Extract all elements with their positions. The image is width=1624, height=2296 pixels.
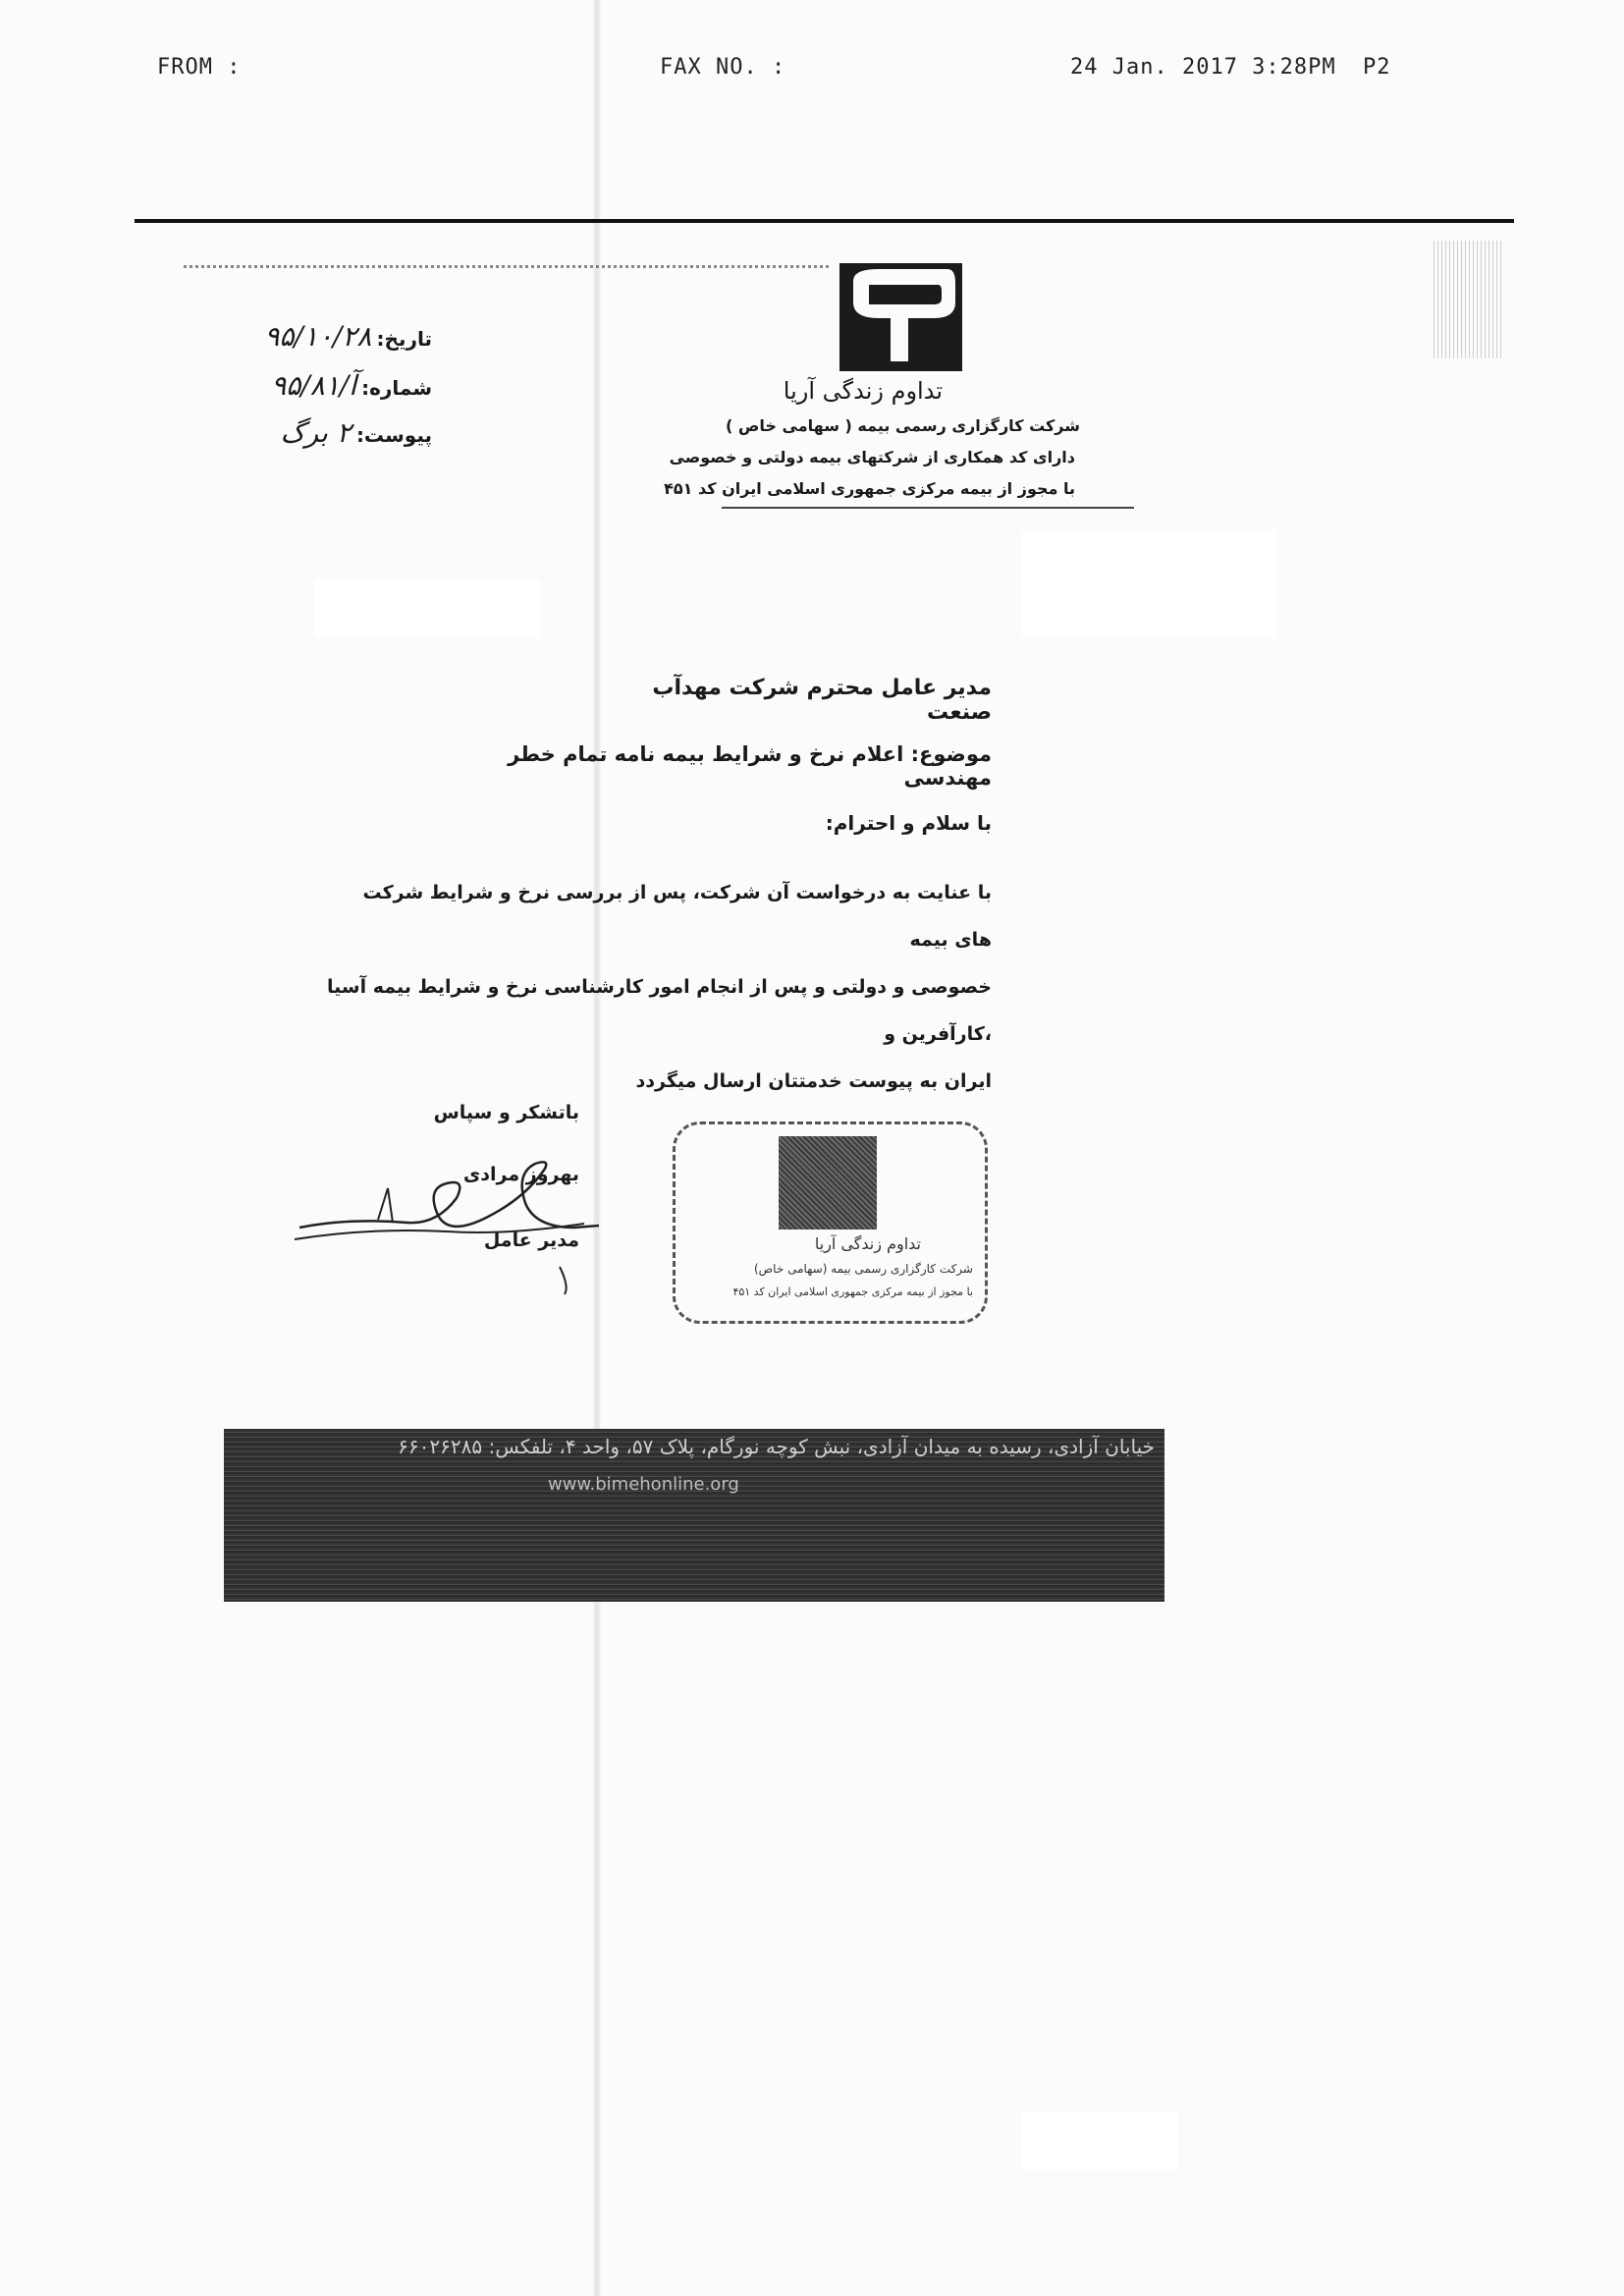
date-value: ۹۵/۱۰/۲۸ — [264, 320, 372, 353]
letter-body — [324, 869, 992, 1105]
letterhead-underline — [722, 507, 1134, 509]
signer-name: بهروز مرادی — [462, 1164, 579, 1185]
company-type-line: شرکت کارگزاری رسمی بیمه ( سهامی خاص ) — [726, 416, 1080, 435]
brand-name: تداوم زندگی آریا — [783, 377, 943, 405]
attachment-value: ۲ برگ — [280, 416, 352, 449]
date-row — [196, 320, 432, 353]
body-line: خصوصی و دولتی و پس از انجام امور کارشناسی نرخ و شرایط بیمه آسیا ،کارآفرین و — [327, 976, 992, 1045]
recipient: مدیر عامل محترم شرکت مهدآب صنعت — [652, 676, 992, 725]
company-stamp — [673, 1121, 988, 1324]
stamp-license-line: با مجوز از بیمه مرکزی جمهوری اسلامی ایران کد ۴۵۱ — [732, 1285, 973, 1298]
body-line: با عنایت به درخواست آن شرکت، پس از بررسی نرخ و شرایط شرکت های بیمه — [362, 882, 992, 951]
stamp-company-line: شرکت کارگزاری رسمی بیمه (سهامی خاص) — [753, 1262, 973, 1276]
fax-page-number: P2 — [1363, 55, 1391, 80]
footer-address: خیابان آزادی، رسیده به میدان آزادی، نبش کوچه نورگام، پلاک ۵۷، واحد ۴، تلفکس: ۶۶۰۲۶۲۸۵ — [398, 1435, 1155, 1458]
fax-from-label: FROM : — [157, 55, 242, 80]
number-value: آ/۹۵/۸۱ — [271, 369, 356, 402]
greeting: با سلام و احترام: — [825, 811, 992, 835]
subject: موضوع: اعلام نرخ و شرایط بیمه نامه تمام خطر مهندسی — [508, 742, 992, 790]
company-logo — [839, 263, 962, 371]
fax-number-label: FAX NO. : — [660, 55, 786, 80]
header-divider — [135, 219, 1514, 223]
redaction-block — [1021, 2111, 1178, 2170]
attachment-row — [255, 416, 432, 449]
redaction-block — [1021, 530, 1276, 638]
cooperation-line: دارای کد همکاری از شرکتهای بیمه دولتی و خصوصی — [669, 448, 1075, 466]
license-line: با مجوز از بیمه مرکزی جمهوری اسلامی ایران کد ۴۵۱ — [664, 479, 1075, 498]
footer-website: www.bimehonline.org — [548, 1474, 739, 1495]
stamp-logo — [779, 1136, 877, 1230]
fax-date-time: 24 Jan. 2017 3:28PM — [1070, 55, 1336, 80]
scan-artifact — [1434, 241, 1502, 358]
scan-noise-line — [184, 265, 832, 268]
attachment-label: پیوست: — [355, 423, 432, 447]
footer-band — [224, 1429, 1164, 1602]
closing: باتشکر و سپاس — [433, 1102, 579, 1123]
number-label: شماره: — [361, 376, 432, 400]
handwritten-signature — [290, 1129, 604, 1296]
signer-title: مدیر عامل — [483, 1230, 579, 1251]
number-row — [236, 369, 432, 402]
redaction-block — [314, 579, 540, 638]
body-line: ایران به پیوست خدمتتان ارسال میگردد — [635, 1070, 992, 1092]
stamp-brand-name: تداوم زندگی آریا — [814, 1234, 921, 1253]
date-label: تاریخ: — [376, 327, 432, 351]
